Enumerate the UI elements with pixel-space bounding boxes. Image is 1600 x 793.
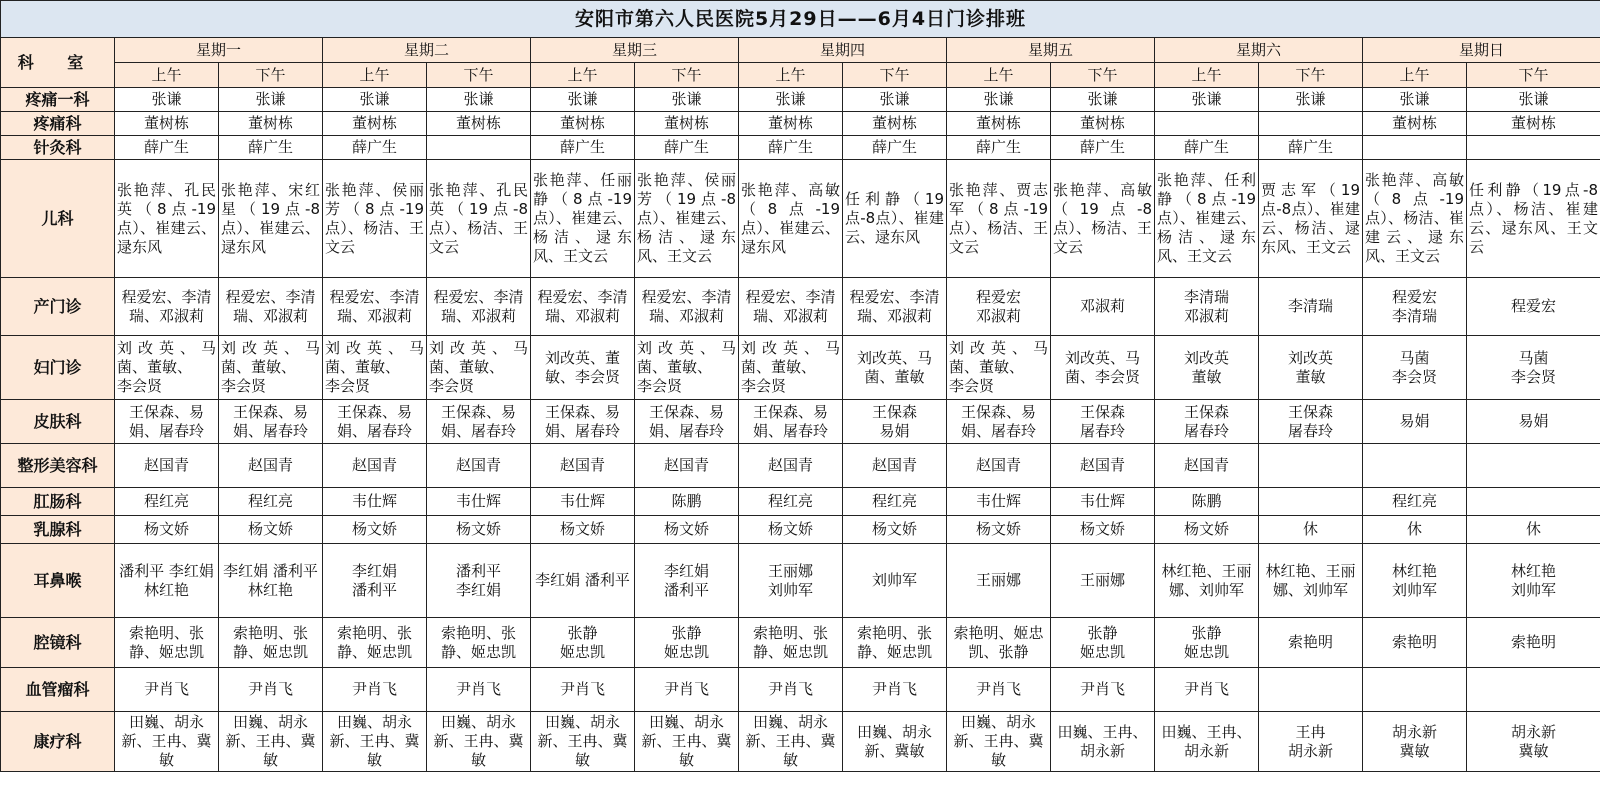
schedule-cell: 尹肖飞 (1155, 668, 1259, 712)
schedule-cell (1259, 668, 1363, 712)
schedule-cell: 张艳萍、侯丽芳（19点-8点）、崔建云、杨洁、逯东风、王文云 (635, 160, 739, 278)
schedule-cell: 董树栋 (947, 112, 1051, 136)
dept-name: 整形美容科 (1, 444, 115, 488)
schedule-title: 安阳市第六人民医院5月29日——6月4日门诊排班 (1, 1, 1600, 38)
schedule-cell: 王保森、易娟、屠春玲 (323, 400, 427, 444)
schedule-cell: 田巍、胡永新、王冉、冀敏 (635, 712, 739, 772)
schedule-cell: 薛广生 (1259, 136, 1363, 160)
schedule-cell: 张谦 (1155, 88, 1259, 112)
schedule-cell: 贾志军（19点-8点）、崔建云、杨洁、逯东风、王文云 (1259, 160, 1363, 278)
schedule-cell: 李红娟 潘利平 (531, 544, 635, 618)
schedule-cell: 张静 姬忠凯 (531, 618, 635, 668)
schedule-cell: 胡永新 冀敏 (1467, 712, 1600, 772)
schedule-cell: 杨文娇 (427, 516, 531, 544)
schedule-cell: 董树栋 (219, 112, 323, 136)
schedule-cell: 董树栋 (1467, 112, 1600, 136)
schedule-cell: 韦仕辉 (427, 488, 531, 516)
schedule-cell: 刘改英、马菌、董敏、 李会贤 (947, 336, 1051, 400)
schedule-cell: 李红娟 潘利平 (635, 544, 739, 618)
schedule-cell: 杨文娇 (635, 516, 739, 544)
schedule-cell: 赵国青 (1155, 444, 1259, 488)
schedule-cell: 程爱宏、李清瑞、邓淑莉 (323, 278, 427, 336)
dept-name: 耳鼻喉 (1, 544, 115, 618)
period-header: 上午 (323, 63, 427, 88)
schedule-cell: 尹肖飞 (531, 668, 635, 712)
period-header: 下午 (1467, 63, 1600, 88)
dept-name: 妇门诊 (1, 336, 115, 400)
schedule-cell: 董树栋 (531, 112, 635, 136)
schedule-cell: 林红艳、王丽娜、刘帅军 (1155, 544, 1259, 618)
schedule-cell: 赵国青 (219, 444, 323, 488)
dept-row (1, 88, 1600, 112)
dept-row (1, 488, 1600, 516)
schedule-cell: 李清瑞 (1259, 278, 1363, 336)
dept-row (1, 336, 1600, 400)
title-row (1, 1, 1600, 38)
schedule-cell: 刘改英、马菌、李会贤 (1051, 336, 1155, 400)
schedule-cell: 索艳明、姬忠凯、张静 (947, 618, 1051, 668)
schedule-cell: 陈鹏 (1155, 488, 1259, 516)
schedule-cell: 刘帅军 (843, 544, 947, 618)
schedule-cell: 王丽娜 刘帅军 (739, 544, 843, 618)
schedule-cell: 王保森、易娟、屠春玲 (115, 400, 219, 444)
day-header: 星期三 (531, 38, 739, 63)
schedule-cell: 易娟 (1363, 400, 1467, 444)
dept-name: 乳腺科 (1, 516, 115, 544)
schedule-cell: 尹肖飞 (219, 668, 323, 712)
dept-row (1, 112, 1600, 136)
schedule-cell: 田巍、胡永新、王冉、冀敏 (323, 712, 427, 772)
dept-name: 康疗科 (1, 712, 115, 772)
schedule-cell (1467, 444, 1600, 488)
dept-name: 产门诊 (1, 278, 115, 336)
schedule-cell: 张谦 (219, 88, 323, 112)
schedule-cell: 赵国青 (635, 444, 739, 488)
schedule-cell: 张谦 (115, 88, 219, 112)
schedule-cell: 程爱宏、李清瑞、邓淑莉 (843, 278, 947, 336)
schedule-cell: 任利静（19点-8点）、杨洁、崔建云、逯东风、王文云 (1467, 160, 1600, 278)
schedule-cell: 休 (1363, 516, 1467, 544)
schedule-cell: 张艳萍、任丽静（8点-19点）、崔建云、杨洁、逯东风、王文云 (531, 160, 635, 278)
schedule-cell: 张谦 (947, 88, 1051, 112)
schedule-cell (1155, 112, 1259, 136)
schedule-cell: 索艳明 (1467, 618, 1600, 668)
schedule-cell: 张谦 (1467, 88, 1600, 112)
schedule-cell: 董树栋 (739, 112, 843, 136)
schedule-cell: 林红艳、王丽娜、刘帅军 (1259, 544, 1363, 618)
period-header: 下午 (1259, 63, 1363, 88)
schedule-cell: 程爱宏、李清瑞、邓淑莉 (739, 278, 843, 336)
schedule-cell: 张谦 (427, 88, 531, 112)
period-header: 上午 (531, 63, 635, 88)
dept-row (1, 712, 1600, 772)
schedule-cell: 张谦 (843, 88, 947, 112)
dept-row (1, 544, 1600, 618)
schedule-cell: 薛广生 (115, 136, 219, 160)
schedule-cell: 薛广生 (739, 136, 843, 160)
dept-name: 血管瘤科 (1, 668, 115, 712)
dept-row (1, 516, 1600, 544)
schedule-cell: 张艳萍、孔民英（19点-8点）、杨洁、王文云 (427, 160, 531, 278)
schedule-cell: 刘改英 董敏 (1259, 336, 1363, 400)
schedule-cell: 薛广生 (1155, 136, 1259, 160)
schedule-cell: 薛广生 (531, 136, 635, 160)
schedule-cell: 王保森、易娟、屠春玲 (219, 400, 323, 444)
dept-name: 针灸科 (1, 136, 115, 160)
schedule-cell: 王保森、易娟、屠春玲 (947, 400, 1051, 444)
schedule-cell: 张谦 (1363, 88, 1467, 112)
schedule-cell: 薛广生 (219, 136, 323, 160)
schedule-cell: 赵国青 (947, 444, 1051, 488)
period-header: 下午 (219, 63, 323, 88)
schedule-cell: 田巍、胡永新、王冉、冀敏 (427, 712, 531, 772)
schedule-cell: 索艳明 (1259, 618, 1363, 668)
schedule-cell: 杨文娇 (739, 516, 843, 544)
day-header: 星期四 (739, 38, 947, 63)
schedule-cell: 程爱宏 (1467, 278, 1600, 336)
schedule-cell: 董树栋 (323, 112, 427, 136)
schedule-cell: 张艳萍、宋红星（19点-8点）、崔建云、逯东风 (219, 160, 323, 278)
schedule-cell: 王冉 胡永新 (1259, 712, 1363, 772)
schedule-cell (1467, 488, 1600, 516)
period-header: 下午 (427, 63, 531, 88)
schedule-cell: 杨文娇 (1155, 516, 1259, 544)
schedule-cell: 张艳萍、任利静（8点-19点）、崔建云、杨洁、逯东风、王文云 (1155, 160, 1259, 278)
schedule-cell: 薛广生 (1051, 136, 1155, 160)
dept-row (1, 618, 1600, 668)
schedule-cell: 田巍、胡永新、王冉、冀敏 (115, 712, 219, 772)
schedule-cell: 田巍、胡永新、冀敏 (843, 712, 947, 772)
dept-row (1, 278, 1600, 336)
schedule-cell: 薛广生 (635, 136, 739, 160)
schedule-cell: 董树栋 (115, 112, 219, 136)
schedule-cell: 董树栋 (635, 112, 739, 136)
schedule-cell: 林红艳 刘帅军 (1467, 544, 1600, 618)
schedule-cell: 韦仕辉 (323, 488, 427, 516)
schedule-cell: 索艳明、张静、姬忠凯 (219, 618, 323, 668)
schedule-cell: 杨文娇 (323, 516, 427, 544)
schedule-cell: 董树栋 (427, 112, 531, 136)
schedule-cell: 程爱宏、李清瑞、邓淑莉 (427, 278, 531, 336)
schedule-cell: 张艳萍、贾志军（8点-19点）、杨洁、王文云 (947, 160, 1051, 278)
schedule-cell: 赵国青 (531, 444, 635, 488)
schedule-cell: 尹肖飞 (323, 668, 427, 712)
period-header: 上午 (1363, 63, 1467, 88)
schedule-cell: 薛广生 (323, 136, 427, 160)
schedule-cell: 田巍、胡永新、王冉、冀敏 (739, 712, 843, 772)
period-header: 上午 (1155, 63, 1259, 88)
schedule-cell: 杨文娇 (219, 516, 323, 544)
schedule-cell: 张谦 (1051, 88, 1155, 112)
schedule-cell: 尹肖飞 (739, 668, 843, 712)
schedule-cell: 王保森、易娟、屠春玲 (635, 400, 739, 444)
schedule-cell: 马菌 李会贤 (1467, 336, 1600, 400)
schedule-cell: 田巍、胡永新、王冉、冀敏 (947, 712, 1051, 772)
schedule-cell: 王保森 屠春玲 (1155, 400, 1259, 444)
schedule-cell: 胡永新 冀敏 (1363, 712, 1467, 772)
schedule-cell: 田巍、王冉、胡永新 (1155, 712, 1259, 772)
dept-row (1, 668, 1600, 712)
period-header-row (1, 63, 1600, 88)
day-header: 星期六 (1155, 38, 1363, 63)
period-header: 上午 (739, 63, 843, 88)
schedule-cell: 田巍、王冉、胡永新 (1051, 712, 1155, 772)
schedule-cell: 杨文娇 (1051, 516, 1155, 544)
schedule-cell: 尹肖飞 (635, 668, 739, 712)
period-header: 上午 (115, 63, 219, 88)
schedule-cell: 程爱宏 邓淑莉 (947, 278, 1051, 336)
schedule-cell: 刘改英、马菌、董敏、 李会贤 (635, 336, 739, 400)
schedule-cell: 程红亮 (115, 488, 219, 516)
schedule-cell: 王保森、易娟、屠春玲 (427, 400, 531, 444)
schedule-cell: 潘利平 李红娟 林红艳 (115, 544, 219, 618)
schedule-cell: 杨文娇 (115, 516, 219, 544)
schedule-cell: 薛广生 (947, 136, 1051, 160)
schedule-cell: 张谦 (531, 88, 635, 112)
dept-name: 疼痛科 (1, 112, 115, 136)
schedule-cell: 尹肖飞 (1051, 668, 1155, 712)
schedule-cell: 王丽娜 (1051, 544, 1155, 618)
schedule-cell: 程红亮 (219, 488, 323, 516)
schedule-cell: 赵国青 (115, 444, 219, 488)
schedule-cell (1259, 112, 1363, 136)
schedule-cell: 程红亮 (843, 488, 947, 516)
schedule-cell: 赵国青 (1051, 444, 1155, 488)
schedule-cell: 索艳明、张静、姬忠凯 (323, 618, 427, 668)
schedule-cell: 王保森 易娟 (843, 400, 947, 444)
period-header: 下午 (843, 63, 947, 88)
schedule-cell: 赵国青 (843, 444, 947, 488)
schedule-cell: 李清瑞 邓淑莉 (1155, 278, 1259, 336)
schedule-cell: 林红艳 刘帅军 (1363, 544, 1467, 618)
schedule-cell: 程爱宏、李清瑞、邓淑莉 (635, 278, 739, 336)
schedule-cell: 任利静（19点-8点）、崔建云、逯东风 (843, 160, 947, 278)
schedule-cell: 索艳明、张静、姬忠凯 (427, 618, 531, 668)
schedule-cell: 董树栋 (1051, 112, 1155, 136)
schedule-cell (1259, 444, 1363, 488)
schedule-cell: 杨文娇 (531, 516, 635, 544)
schedule-cell: 张谦 (323, 88, 427, 112)
schedule-cell: 张艳萍、高敏（19点-8点）、杨洁、王文云 (1051, 160, 1155, 278)
schedule-cell: 索艳明、张静、姬忠凯 (739, 618, 843, 668)
period-header: 下午 (1051, 63, 1155, 88)
schedule-cell (427, 136, 531, 160)
schedule-cell: 休 (1467, 516, 1600, 544)
schedule-cell: 李红娟 潘利平 林红艳 (219, 544, 323, 618)
schedule-cell: 潘利平 李红娟 (427, 544, 531, 618)
dept-name: 腔镜科 (1, 618, 115, 668)
schedule-cell: 程红亮 (739, 488, 843, 516)
schedule-cell: 张艳萍、孔民英（8点-19点）、崔建云、逯东风 (115, 160, 219, 278)
day-header-row (1, 38, 1600, 63)
schedule-cell (1467, 136, 1600, 160)
schedule-cell: 刘改英、马菌、董敏 (843, 336, 947, 400)
schedule-cell: 刘改英、马菌、董敏、 李会贤 (323, 336, 427, 400)
schedule-cell: 邓淑莉 (1051, 278, 1155, 336)
schedule-cell (1467, 668, 1600, 712)
schedule-cell: 程爱宏、李清瑞、邓淑莉 (115, 278, 219, 336)
schedule-cell: 程红亮 (1363, 488, 1467, 516)
schedule-cell: 王保森 屠春玲 (1259, 400, 1363, 444)
schedule-cell (1363, 668, 1467, 712)
schedule-cell: 张静 姬忠凯 (635, 618, 739, 668)
schedule-cell: 索艳明 (1363, 618, 1467, 668)
schedule-cell: 刘改英 董敏 (1155, 336, 1259, 400)
schedule-cell (1259, 488, 1363, 516)
schedule-cell: 程爱宏、李清瑞、邓淑莉 (219, 278, 323, 336)
schedule-cell: 田巍、胡永新、王冉、冀敏 (219, 712, 323, 772)
schedule-cell: 张艳萍、侯丽芳（8点-19点）、杨洁、王文云 (323, 160, 427, 278)
schedule-cell: 王保森、易娟、屠春玲 (739, 400, 843, 444)
period-header: 上午 (947, 63, 1051, 88)
schedule-cell: 赵国青 (427, 444, 531, 488)
schedule-cell: 尹肖飞 (947, 668, 1051, 712)
schedule-cell: 刘改英、董敏、李会贤 (531, 336, 635, 400)
schedule-cell: 尹肖飞 (115, 668, 219, 712)
schedule-cell: 尹肖飞 (427, 668, 531, 712)
schedule-cell: 韦仕辉 (1051, 488, 1155, 516)
schedule-cell: 赵国青 (323, 444, 427, 488)
period-header: 下午 (635, 63, 739, 88)
schedule-cell: 杨文娇 (947, 516, 1051, 544)
schedule-cell (1363, 136, 1467, 160)
schedule-cell: 刘改英、马菌、董敏、 李会贤 (427, 336, 531, 400)
dept-name: 儿科 (1, 160, 115, 278)
schedule-cell (1363, 444, 1467, 488)
schedule-cell: 董树栋 (843, 112, 947, 136)
schedule-cell: 张谦 (635, 88, 739, 112)
dept-row (1, 160, 1600, 278)
schedule-cell: 程爱宏 李清瑞 (1363, 278, 1467, 336)
dept-column-header: 科 室 (1, 38, 115, 88)
schedule-cell: 陈鹏 (635, 488, 739, 516)
schedule-cell: 刘改英、马菌、董敏、 李会贤 (115, 336, 219, 400)
schedule-cell: 杨文娇 (843, 516, 947, 544)
dept-name: 皮肤科 (1, 400, 115, 444)
schedule-cell: 易娟 (1467, 400, 1600, 444)
schedule-cell: 张静 姬忠凯 (1155, 618, 1259, 668)
schedule-cell: 王保森、易娟、屠春玲 (531, 400, 635, 444)
schedule-cell: 李红娟 潘利平 (323, 544, 427, 618)
dept-name: 肛肠科 (1, 488, 115, 516)
day-header: 星期日 (1363, 38, 1600, 63)
schedule-cell: 张谦 (739, 88, 843, 112)
schedule-cell: 韦仕辉 (531, 488, 635, 516)
dept-row (1, 444, 1600, 488)
dept-row (1, 400, 1600, 444)
schedule-cell: 韦仕辉 (947, 488, 1051, 516)
schedule-cell: 薛广生 (843, 136, 947, 160)
schedule-cell: 刘改英、马菌、董敏、 李会贤 (739, 336, 843, 400)
dept-name: 疼痛一科 (1, 88, 115, 112)
schedule-cell: 王丽娜 (947, 544, 1051, 618)
dept-row (1, 136, 1600, 160)
schedule-cell: 张谦 (1259, 88, 1363, 112)
schedule-cell: 赵国青 (739, 444, 843, 488)
schedule-cell: 王保森 屠春玲 (1051, 400, 1155, 444)
day-header: 星期二 (323, 38, 531, 63)
schedule-cell: 马菌 李会贤 (1363, 336, 1467, 400)
schedule-cell: 张静 姬忠凯 (1051, 618, 1155, 668)
schedule-cell: 董树栋 (1363, 112, 1467, 136)
schedule-cell: 田巍、胡永新、王冉、冀敏 (531, 712, 635, 772)
schedule-cell: 刘改英、马菌、董敏、 李会贤 (219, 336, 323, 400)
schedule-cell: 休 (1259, 516, 1363, 544)
day-header: 星期五 (947, 38, 1155, 63)
schedule-cell: 尹肖飞 (843, 668, 947, 712)
schedule-cell: 程爱宏、李清瑞、邓淑莉 (531, 278, 635, 336)
schedule-cell: 索艳明、张静、姬忠凯 (115, 618, 219, 668)
day-header: 星期一 (115, 38, 323, 63)
schedule-cell: 张艳萍、高敏（8点-19点）、崔建云、逯东风 (739, 160, 843, 278)
schedule-cell: 张艳萍、高敏（8点-19点）、杨洁、崔建云、逯东风、王文云 (1363, 160, 1467, 278)
schedule-cell: 索艳明、张静、姬忠凯 (843, 618, 947, 668)
